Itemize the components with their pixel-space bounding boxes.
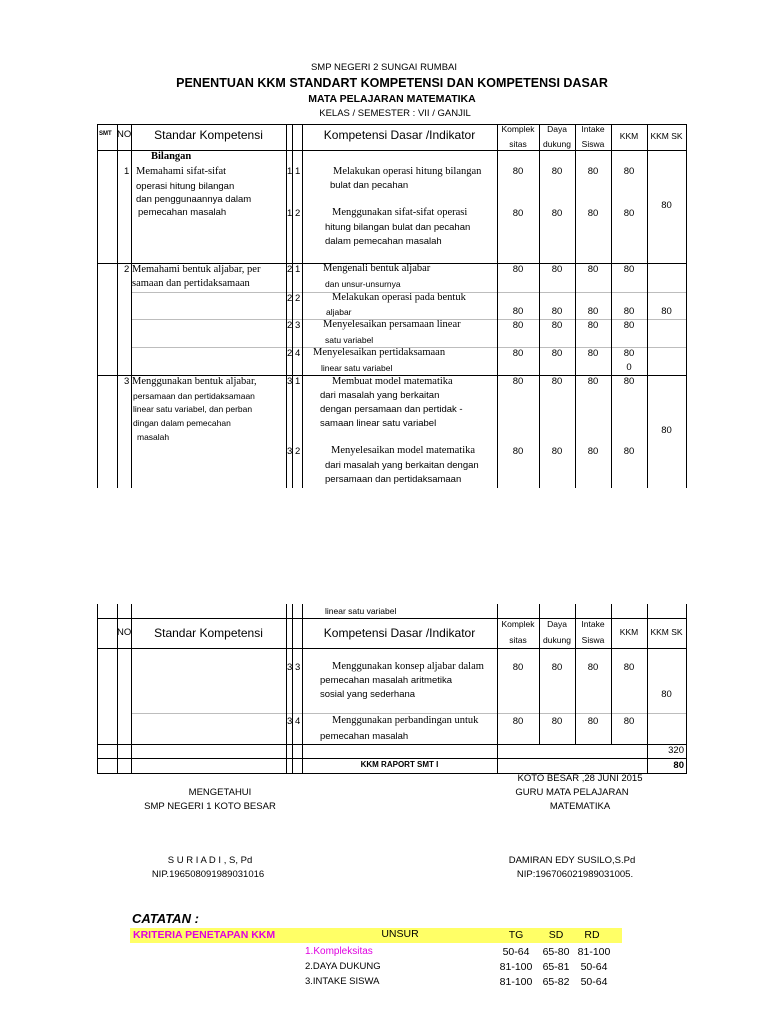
kd-3-1-line1: Membuat model matematika (332, 376, 453, 387)
kd-1-1-a: 1 (287, 166, 293, 177)
kd-3-3-b: 3 (295, 662, 301, 673)
kd-2-2-a: 2 (287, 293, 293, 304)
col2-kompetensi-dasar: Kompetensi Dasar /Indikator (323, 626, 476, 640)
kd-3-4-a: 3 (287, 716, 293, 727)
criteria-row1-name: 1.Kompleksitas (305, 946, 373, 957)
kd-1-2-komplek: 80 (512, 208, 524, 219)
kd-3-4-komplek: 80 (512, 716, 524, 727)
kd-3-3-intake: 80 (587, 662, 599, 673)
kd-2-1-intake: 80 (587, 264, 599, 275)
kd-2-4-intake: 80 (587, 348, 599, 359)
kd-3-2-line1: Menyelesaikan model matematika (331, 445, 476, 456)
kd-2-2-line1: Melakukan operasi pada bentuk (332, 292, 466, 303)
kd-3-2-daya: 80 (551, 446, 563, 457)
kd-2-2-line2: aljabar (326, 307, 352, 317)
sk1-number: 1 (124, 166, 130, 177)
col-unsur: UNSUR (381, 928, 419, 940)
kd-2-3-daya: 80 (551, 320, 563, 331)
carry-over-line: linear satu variabel (325, 606, 397, 616)
sk1-kkm-sk: 80 (661, 200, 672, 211)
kd-2-4-a: 2 (287, 348, 293, 359)
col-kkm-sk: KKM SK (650, 131, 683, 141)
criteria-row3-tg: 81-100 (499, 976, 533, 988)
col2-intake-2: Siswa (581, 635, 605, 645)
col2-no: NO (117, 627, 132, 638)
kd-3-2-a: 3 (287, 446, 293, 457)
sk2-kkm-sk: 80 (661, 306, 672, 317)
right-title-2: MATEMATIKA (549, 801, 611, 812)
col2-kompleksitas-2: sitas (509, 635, 527, 645)
left-signer-name: S U R I A D I , S, Pd (167, 855, 253, 866)
left-title-1: MENGETAHUI (188, 787, 252, 798)
criteria-row2-name: 2.DAYA DUKUNG (305, 961, 381, 972)
kd-3-1-line4: samaan linear satu variabel (320, 418, 437, 429)
col2-daya-2: dukung (543, 635, 571, 645)
kd-3-2-line2: dari masalah yang berkaitan dengan (325, 460, 479, 471)
sk1-line1: Memahami sifat-sifat (136, 166, 227, 177)
col-kompleksitas-1: Komplek (501, 124, 535, 134)
kd-2-2-kkm: 80 (623, 306, 635, 317)
sk1-line4: pemecahan masalah (138, 207, 227, 218)
school-name: SMP NEGERI 2 SUNGAI RUMBAI (310, 62, 458, 73)
left-title-2: SMP NEGERI 1 KOTO BESAR (144, 801, 276, 812)
kd-3-1-line3: dengan persamaan dan pertidak - (320, 404, 463, 415)
sk2-line2: samaan dan pertidaksamaan (132, 278, 250, 289)
kd-3-4-b: 4 (295, 716, 301, 727)
kkm-raport-value: 80 (673, 760, 684, 771)
kd-2-4-kkm-extra: 0 (626, 362, 632, 373)
class-semester: KELAS / SEMESTER : VII / GANJIL (319, 108, 471, 119)
sk3-line2: persamaan dan pertidaksamaan (133, 391, 255, 401)
col-daya-2: dukung (543, 139, 571, 149)
kd-2-3-line1: Menyelesaikan persamaan linear (323, 319, 461, 330)
kd-2-1-kkm: 80 (623, 264, 635, 275)
col-sd: SD (548, 929, 564, 941)
kd-2-3-komplek: 80 (512, 320, 524, 331)
col-standar-kompetensi: Standar Kompetensi (154, 128, 263, 142)
kd-1-1-komplek: 80 (512, 166, 524, 177)
notes-title: CATATAN : (132, 911, 199, 926)
kd-2-2-b: 2 (295, 293, 301, 304)
col2-intake-1: Intake (581, 619, 605, 629)
sk1-line3: dan penggunaannya dalam (136, 194, 252, 205)
kd-1-1-line2: bulat dan pecahan (330, 180, 409, 191)
kd-2-1-line2: dan unsur-unsurnya (325, 279, 401, 289)
col2-daya-1: Daya (547, 619, 567, 629)
kd-2-3-a: 2 (287, 320, 293, 331)
kd-3-3-kkm: 80 (623, 662, 635, 673)
kd-3-2-intake: 80 (587, 446, 599, 457)
kd-1-1-daya: 80 (551, 166, 563, 177)
kd-1-2-b: 2 (295, 208, 301, 219)
kd-3-3-line3: sosial yang sederhana (320, 689, 416, 700)
kd-1-2-a: 1 (287, 208, 293, 219)
kd-2-3-kkm: 80 (623, 320, 635, 331)
sk3b-kkm-sk: 80 (661, 689, 672, 700)
kd-1-1-kkm: 80 (623, 166, 635, 177)
col-tg: TG (508, 929, 524, 941)
kd-3-2-b: 2 (295, 446, 301, 457)
kd-2-4-line2: linear satu variabel (321, 363, 393, 373)
kkm-raport-label: KKM RAPORT SMT I (360, 760, 439, 769)
kd-1-2-intake: 80 (587, 208, 599, 219)
kd-1-2-line3: dalam pemecahan masalah (325, 236, 442, 247)
kd-3-3-a: 3 (287, 662, 293, 673)
kd-2-1-komplek: 80 (512, 264, 524, 275)
kd-3-3-line2: pemecahan masalah aritmetika (320, 675, 453, 686)
kd-2-2-daya: 80 (551, 306, 563, 317)
col-kompleksitas-2: sitas (509, 139, 527, 149)
kd-2-4-daya: 80 (551, 348, 563, 359)
document-title: PENENTUAN KKM STANDART KOMPETENSI DAN KOMPETENSI DASAR (176, 76, 608, 90)
kd-1-1-b: 1 (295, 166, 301, 177)
place-date: KOTO BESAR ,28 JUNI 2015 (517, 773, 643, 784)
col-kompetensi-dasar: Kompetensi Dasar /Indikator (323, 128, 476, 142)
criteria-row2-tg: 81-100 (499, 961, 533, 973)
col-no: NO (117, 129, 132, 140)
criteria-row2-rd: 50-64 (580, 961, 608, 973)
kd-2-1-a: 2 (287, 264, 293, 275)
col2-kompleksitas-1: Komplek (501, 619, 535, 629)
criteria-row2-sd: 65-81 (542, 961, 570, 973)
group-bilangan: Bilangan (151, 151, 192, 162)
kd-3-4-kkm: 80 (623, 716, 635, 727)
kd-2-4-line1: Menyelesaikan pertidaksamaan (313, 347, 446, 358)
col-daya-1: Daya (547, 124, 567, 134)
kd-2-3-intake: 80 (587, 320, 599, 331)
kd-3-3-komplek: 80 (512, 662, 524, 673)
col-kkm: KKM (619, 131, 639, 141)
kd-3-4-daya: 80 (551, 716, 563, 727)
kd-3-4-line2: pemecahan masalah (320, 731, 409, 742)
col-smt: SMT (99, 131, 112, 137)
kd-3-1-line2: dari masalah yang berkaitan (320, 390, 440, 401)
kd-2-1-b: 1 (295, 264, 301, 275)
kd-2-2-komplek: 80 (512, 306, 524, 317)
total-value: 320 (668, 745, 684, 756)
col-intake-1: Intake (581, 124, 605, 134)
sk3-kkm-sk: 80 (661, 425, 672, 436)
sk2-number: 2 (124, 264, 130, 275)
left-signer-nip: NIP.196508091989031016 (151, 869, 265, 880)
col-rd: RD (584, 929, 600, 941)
sk2-line1: Memahami bentuk aljabar, per (132, 264, 261, 275)
kd-1-1-line1: Melakukan operasi hitung bilangan (333, 166, 482, 177)
kd-3-4-line1: Menggunakan perbandingan untuk (332, 715, 479, 726)
criteria-label: KRITERIA PENETAPAN KKM (133, 929, 276, 941)
kd-3-1-intake: 80 (587, 376, 599, 387)
criteria-row1-rd: 81-100 (577, 946, 611, 958)
col-intake-2: Siswa (581, 139, 605, 149)
kd-1-1-intake: 80 (587, 166, 599, 177)
kd-2-3-line2: satu variabel (325, 335, 374, 345)
criteria-row1-sd: 65-80 (542, 946, 570, 958)
kd-2-4-b: 4 (295, 348, 301, 359)
kd-3-3-line1: Menggunakan konsep aljabar dalam (332, 661, 484, 672)
sk3-number: 3 (124, 376, 130, 387)
sk3-line4: dingan dalam pemecahan (133, 418, 231, 428)
kd-1-2-kkm: 80 (623, 208, 635, 219)
criteria-row3-name: 3.INTAKE SISWA (305, 976, 380, 987)
kd-3-1-b: 1 (295, 376, 301, 387)
right-signer-name: DAMIRAN EDY SUSILO,S.Pd (508, 855, 636, 866)
criteria-row3-sd: 65-82 (542, 976, 570, 988)
sk1-line2: operasi hitung bilangan (136, 181, 235, 192)
kd-2-2-intake: 80 (587, 306, 599, 317)
kd-2-4-komplek: 80 (512, 348, 524, 359)
right-title-1: GURU MATA PELAJARAN (515, 787, 629, 798)
subject-title: MATA PELAJARAN MATEMATIKA (308, 93, 476, 105)
kd-2-3-b: 3 (295, 320, 301, 331)
kd-3-4-intake: 80 (587, 716, 599, 727)
kd-3-2-kkm: 80 (623, 446, 635, 457)
kd-1-2-daya: 80 (551, 208, 563, 219)
kd-3-1-komplek: 80 (512, 376, 524, 387)
kd-3-3-daya: 80 (551, 662, 563, 673)
sk3-line1: Menggunakan bentuk aljabar, (132, 376, 257, 387)
kd-1-2-line2: hitung bilangan bulat dan pecahan (325, 222, 471, 233)
kd-2-1-line1: Mengenali bentuk aljabar (323, 263, 431, 274)
criteria-row1-tg: 50-64 (502, 946, 530, 958)
kd-3-2-komplek: 80 (512, 446, 524, 457)
kd-3-1-a: 3 (287, 376, 293, 387)
kd-3-1-kkm: 80 (623, 376, 635, 387)
kd-3-2-line3: persamaan dan pertidaksamaan (325, 474, 462, 485)
sk3-line5: masalah (137, 432, 170, 442)
criteria-row3-rd: 50-64 (580, 976, 608, 988)
kd-2-4-kkm: 80 (623, 348, 635, 359)
kd-1-2-line1: Menggunakan sifat-sifat operasi (332, 207, 468, 218)
right-signer-nip: NIP:196706021989031005. (516, 869, 634, 880)
kd-2-1-daya: 80 (551, 264, 563, 275)
kd-3-1-daya: 80 (551, 376, 563, 387)
col2-standar-kompetensi: Standar Kompetensi (154, 626, 263, 640)
sk3-line3: linear satu variabel, dan perban (133, 404, 253, 414)
col2-kkm: KKM (619, 627, 639, 637)
col2-kkm-sk: KKM SK (650, 627, 683, 637)
